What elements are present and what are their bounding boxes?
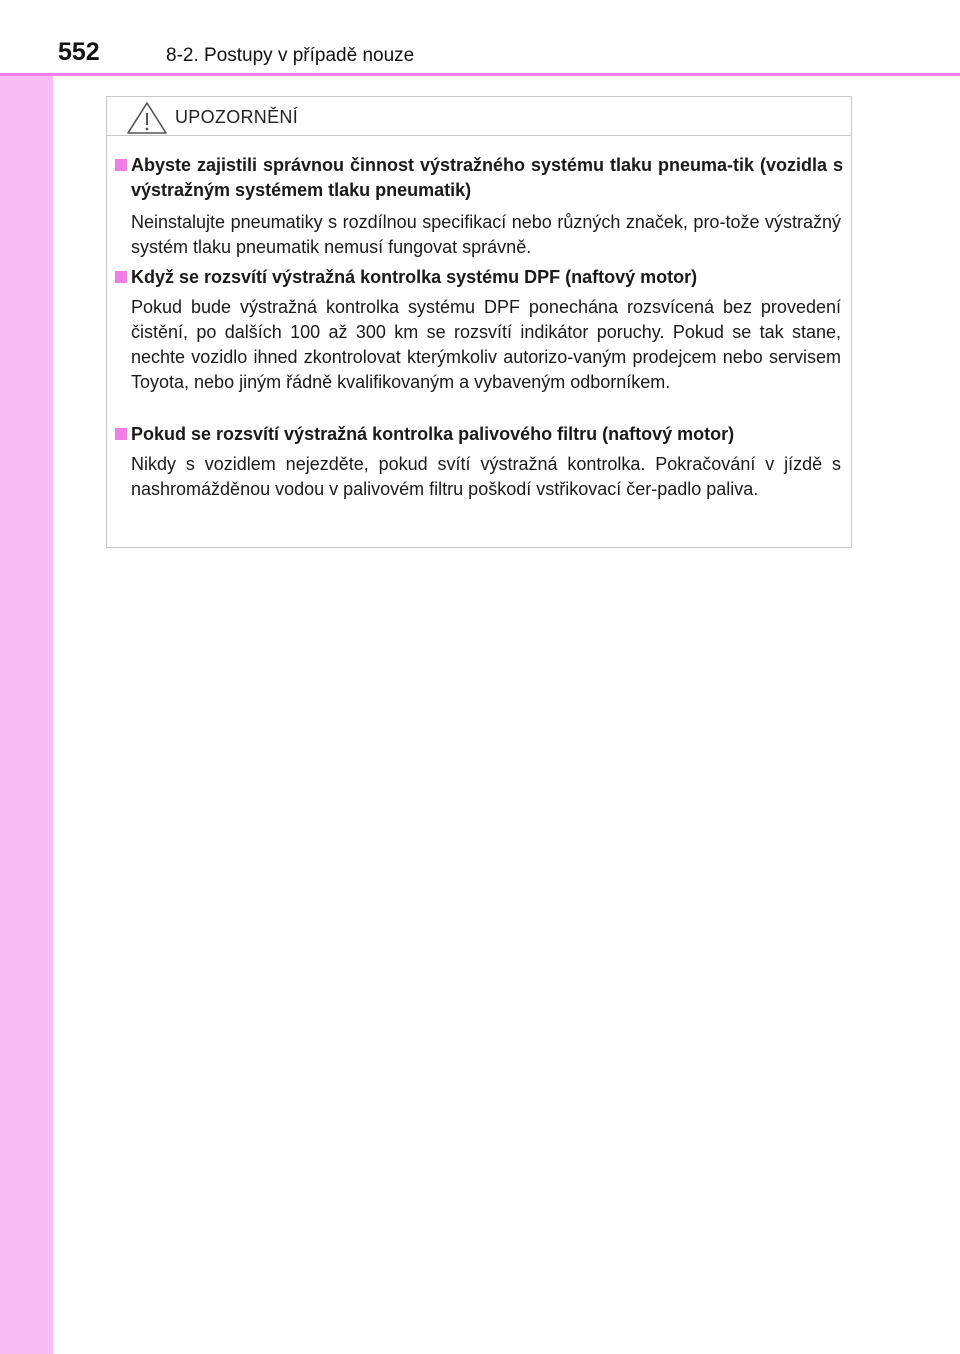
warning-item-heading-text: Pokud se rozsvítí výstražná kontrolka palivového filtru (naftový motor) <box>131 424 735 444</box>
page-header <box>0 0 960 76</box>
warning-item-heading-text: Když se rozsvítí výstražná kontrolka systému DPF (naftový motor) <box>131 267 698 287</box>
warning-item-body: Nikdy s vozidlem nejezděte, pokud svítí výstražná kontrolka. Pokračování v jízdě s nashromážděnou vodou v palivovém filtru poškodí vstřikovací čer-padlo paliva. <box>131 454 841 499</box>
warning-item-body: Neinstalujte pneumatiky s rozdílnou specifikací nebo různých značek, pro-tože výstražný systém tlaku pneumatik nemusí fungovat správně. <box>131 212 841 257</box>
square-bullet-icon <box>115 428 127 440</box>
section-title: 8-2. Postupy v případě nouze <box>166 45 415 66</box>
warning-item-body: Pokud bude výstražná kontrolka systému DPF ponechána rozsvícená bez provedení čistění, po dalších 100 až 300 km se rozsvítí indikátor poruchy. Pokud se tak stane, nechte vozidlo ihned zkontrolovat kterýmkoliv autorizo-vaným prodejcem nebo servisem Toyota, nebo jiným řádně kvalifikovaným a vybaveným odborníkem. <box>131 297 841 392</box>
square-bullet-icon <box>115 271 127 283</box>
warning-label: UPOZORNĚNÍ <box>175 107 299 127</box>
side-color-strip <box>0 0 53 1354</box>
warning-box <box>106 96 852 548</box>
square-bullet-icon <box>115 159 127 171</box>
warning-header <box>107 97 851 136</box>
page-number: 552 <box>58 38 100 66</box>
warning-item-heading-text: Abyste zajistili správnou činnost výstražného systému tlaku pneuma-tik (vozidla s výstražným systémem tlaku pneumatik) <box>131 155 843 200</box>
header-rule <box>0 73 960 76</box>
warning-triangle-icon <box>126 101 168 135</box>
